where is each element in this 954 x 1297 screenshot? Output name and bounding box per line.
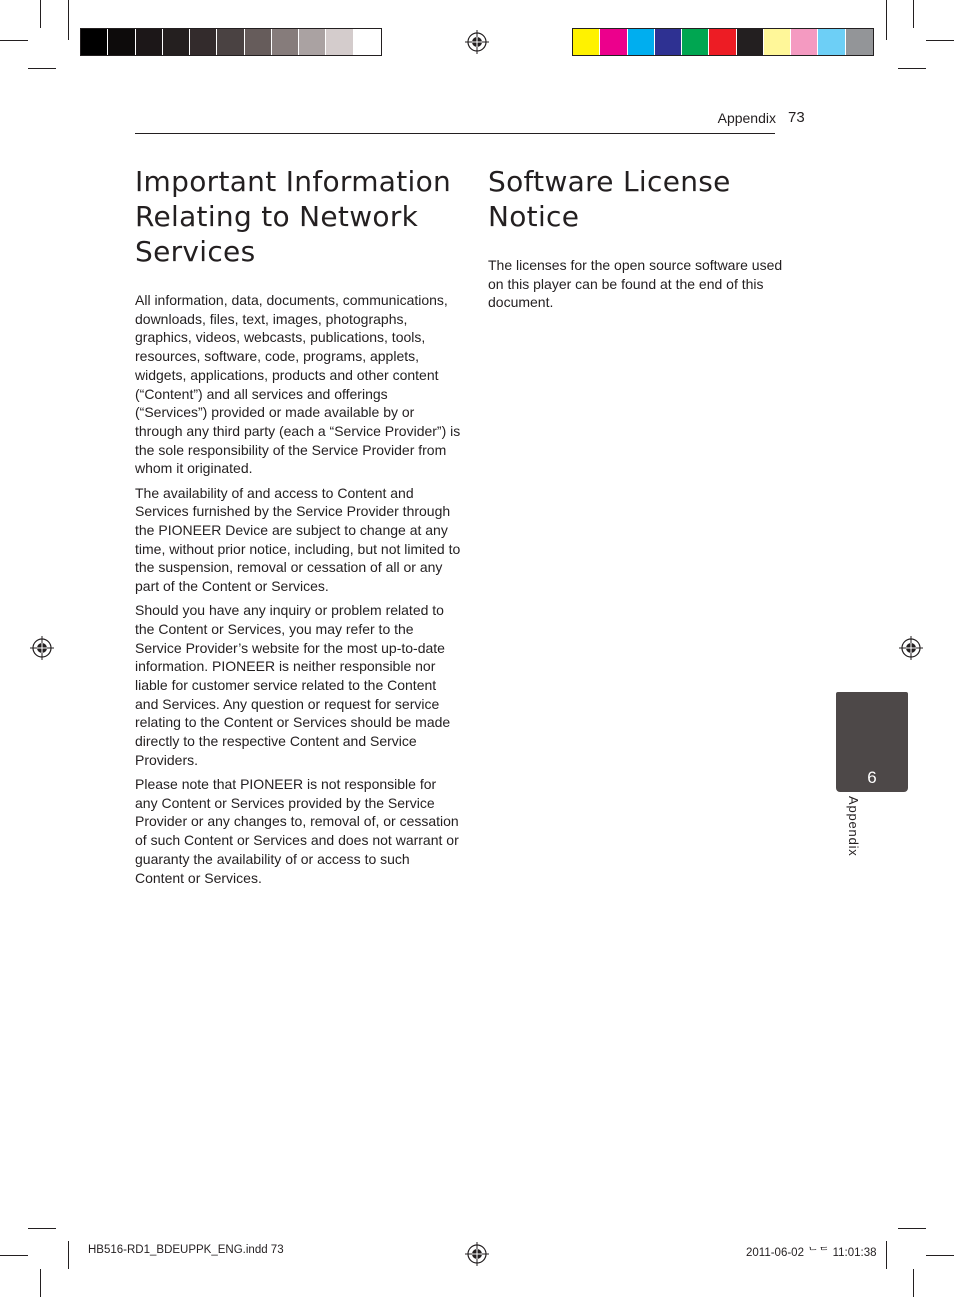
crop-mark xyxy=(40,1269,41,1297)
grayscale-swatch xyxy=(354,29,381,55)
grayscale-swatch xyxy=(163,29,190,55)
crop-mark xyxy=(68,1241,69,1269)
color-swatch xyxy=(846,29,873,55)
crop-mark xyxy=(886,1241,887,1269)
color-swatch xyxy=(573,29,600,55)
crop-mark xyxy=(898,68,926,69)
registration-mark-icon xyxy=(465,1242,489,1266)
chapter-number: 6 xyxy=(867,768,877,787)
crop-mark xyxy=(913,1269,914,1297)
grayscale-swatch xyxy=(81,29,108,55)
software-license-body xyxy=(488,256,788,318)
crop-mark xyxy=(926,40,954,41)
color-swatch xyxy=(682,29,709,55)
process-color-bar xyxy=(572,28,874,56)
grayscale-swatch xyxy=(190,29,217,55)
network-services-heading: Important Information Relating to Network Services xyxy=(135,165,452,268)
color-swatch xyxy=(791,29,818,55)
crop-mark xyxy=(28,68,56,69)
grayscale-swatch xyxy=(326,29,353,55)
software-license-heading: Software License Notice xyxy=(488,165,731,233)
body-paragraph: The availability of and access to Content and Services furnished by the Service Provider through the PIONEER Device are subject to change at any time, without prior notice, including, but not limited to the suspension, removal or cessation of all or any part of the Content or Services. xyxy=(135,484,461,595)
color-swatch xyxy=(709,29,736,55)
color-swatch xyxy=(628,29,655,55)
footer-file-slug: HB516-RD1_BDEUPPK_ENG.indd 73 xyxy=(88,1244,284,1256)
registration-mark-icon xyxy=(30,636,54,660)
grayscale-color-bar xyxy=(80,28,382,56)
footer-date-slug: 2011-06-02 ᄂᄃ 11:01:38 xyxy=(746,1247,877,1259)
registration-mark-icon xyxy=(899,636,923,660)
body-paragraph: All information, data, documents, communications, downloads, files, text, images, photographs, graphics, videos, webcasts, publications, tools, resources, software, code, programs, applets, widgets, applications, products and other content (“Content”) and all services and offerings (“Services”) provided or made available by or through any third party (each a “Service Provider”) is the sole responsibility of the Service Provider from whom it originated. xyxy=(135,292,461,477)
crop-mark xyxy=(40,0,41,28)
grayscale-swatch xyxy=(272,29,299,55)
crop-mark xyxy=(926,1255,954,1256)
grayscale-swatch xyxy=(217,29,244,55)
body-paragraph: The licenses for the open source software used on this player can be found at the end of this document. xyxy=(488,257,783,311)
color-swatch xyxy=(655,29,682,55)
color-swatch xyxy=(737,29,764,55)
grayscale-swatch xyxy=(245,29,272,55)
grayscale-swatch xyxy=(299,29,326,55)
header-divider xyxy=(135,133,775,134)
grayscale-swatch xyxy=(108,29,135,55)
crop-mark xyxy=(68,0,69,40)
crop-mark xyxy=(886,0,887,40)
body-paragraph: Should you have any inquiry or problem related to the Content or Services, you may refer to the Service Provider’s website for the most up-to-date information. PIONEER is neither responsible nor liable for customer service related to the Content and Services. Any question or request for service relating to the Content or Services should be made directly to the respective Content and Service Providers. xyxy=(135,602,451,768)
color-swatch xyxy=(764,29,791,55)
running-header-section: Appendix xyxy=(717,110,776,126)
page-number: 73 xyxy=(788,109,805,126)
network-services-body xyxy=(135,291,461,893)
body-paragraph: Please note that PIONEER is not responsible for any Content or Services provided by the Service Provider or any changes to, removal of, or cessation of such Content or Services and does not warrant or guaranty the availability of or access to such Content or Services. xyxy=(135,776,459,886)
crop-mark xyxy=(898,1228,926,1229)
color-swatch xyxy=(818,29,845,55)
crop-mark xyxy=(0,40,28,41)
chapter-label-text: Appendix xyxy=(846,796,861,857)
registration-mark-icon xyxy=(465,30,489,54)
crop-mark xyxy=(0,1255,28,1256)
crop-mark xyxy=(28,1228,56,1229)
color-swatch xyxy=(600,29,627,55)
chapter-tab-label xyxy=(843,796,863,876)
grayscale-swatch xyxy=(136,29,163,55)
crop-mark xyxy=(913,0,914,28)
chapter-tab xyxy=(836,692,908,792)
